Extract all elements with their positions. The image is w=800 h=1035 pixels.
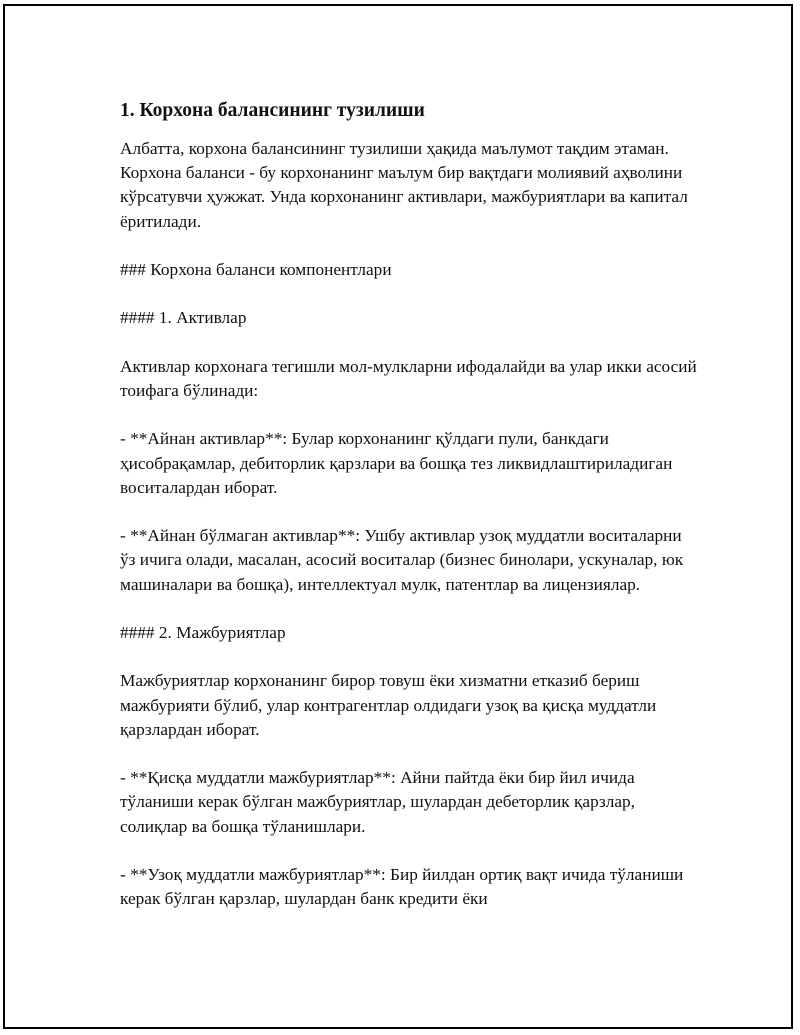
subsection-heading-liabilities: #### 2. Мажбуриятлар xyxy=(120,622,286,642)
intro-paragraph: Албатта, корхона балансининг тузилиши ҳақида маълумот тақдим этаман. Корхона баланси - бу корхонанинг маълум бир вақтдаги молиявий аҳволини кўрсатувчи ҳужжат. Унда корхонанинг активлари, мажбуриятлари ва капитал ёритилади. xyxy=(120,139,688,231)
subsection-heading-assets: #### 1. Активлар xyxy=(120,308,247,328)
list-item-long-term-liabilities: - **Узоқ муддатли мажбуриятлар**: Бир йилдан ортиқ вақт ичида тўланиши керак бўлган қарзлар, шулардан банк кредити ёки xyxy=(120,864,684,909)
list-item-noncurrent-assets: - **Айнан бўлмаган активлар**: Ушбу активлар узоқ муддатли воситаларни ўз ичига олади, масалан, асосий воситалар (бизнес бинолари, ускуналар, юк машиналари ва бошқа), интеллектуал мулк, патентлар ва лицензиялар. xyxy=(120,526,684,594)
liabilities-paragraph: Мажбуриятлар корхонанинг бирор товуш ёки хизматни етказиб бериш мажбурияти бўлиб, улар контрагентлар олдидаги узоқ ва қисқа муддатли қарзлардан иборат. xyxy=(120,671,657,739)
document-title: 1. Корхона балансининг тузилиши xyxy=(120,100,425,121)
assets-paragraph: Активлар корхонага тегишли мол-мулкларни ифодалайди ва улар икки асосий тоифага бўлинади: xyxy=(120,356,697,400)
list-item-current-assets: - **Айнан активлар**: Булар корхонанинг қўлдаги пули, банкдаги ҳисобрақамлар, дебиторлик қарзлари ва бошқа тез ликвидлаштириладиган воситалардан иборат. xyxy=(120,429,673,497)
list-item-short-term-liabilities: - **Қисқа муддатли мажбуриятлар**: Айни пайтда ёки бир йил ичида тўланиши керак бўлган мажбуриятлар, шулардан дебеторлик қарзлар, солиқлар ва бошқа тўланишлари. xyxy=(120,768,636,836)
section-heading-components: ### Корхона баланси компонентлари xyxy=(120,260,392,279)
document-body xyxy=(120,97,700,936)
document-page xyxy=(3,4,793,1029)
